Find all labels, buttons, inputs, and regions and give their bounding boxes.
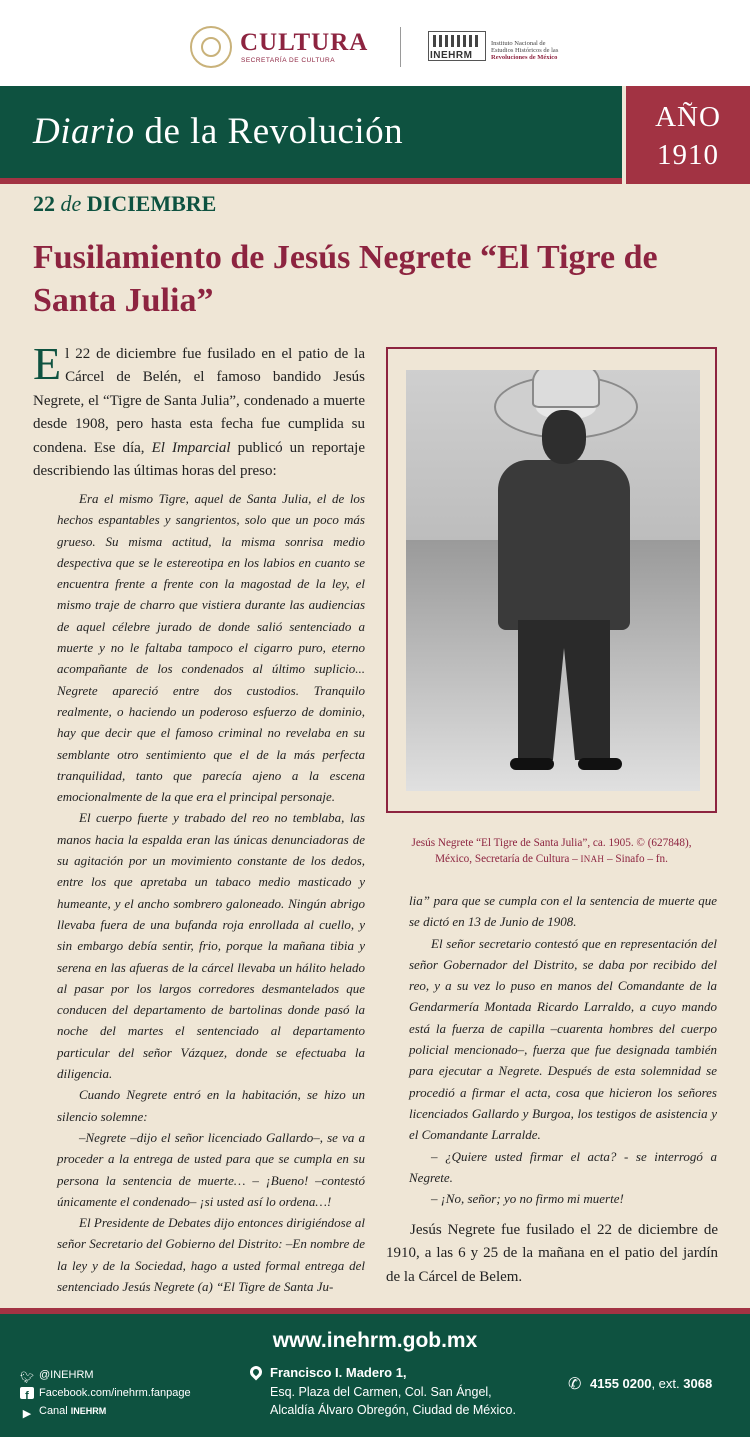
cultura-logo: CULTURA [240, 29, 369, 56]
address: Francisco I. Madero 1, Esq. Plaza del Carmen, Col. San Ángel, Alcaldía Álvaro Obregón, Ciudad de México. [270, 1365, 516, 1417]
quote-left: Era el mismo Tigre, aquel de Santa Julia, el de los hechos espantables y sangrientos, solo que un poco más grueso. Su misma actitud, la misma sonrisa medio despectiva que se le estereotipa en los labios en cuanto se encuentra frente a frente con la magostad de la ley, el mismo traje de charro que vistiera durante las audiencias de aquel célebre jurado de donde salió sentenciado a muerte y no le faltaba tampoco el cigarro puro, eterno acompañante de los condenados al último suplicio... Negrete apareció entre dos custodios. Tranquilo realmente, o haciendo un poderoso esfuerzo de dominio, hay que decir que el famoso criminal no revelaba en su semblante otro sentimiento que el de la más perfecta tranquilidad, tanto que parecía ajeno a la escena emocionalmente de la que era el principal personaje. El cuerpo fuerte y trabado del reo no temblaba, las manos hacia la espalda eran las únicas denunciadoras de su agitación por un movimiento constante de los dedos, entre los que apretaba un tabaco medio masticado y humeante, y el ancho sombrero galoneado. Ningún abrigo llevaba fuera de una bufanda roja enrollada al cuello, y sin embargo debía sentir, frio, porque la mañana tibia y serena en las afueras de la cárcel llevaba un hálito helado al pasar por los largos corredores desmantelados que conducen del departamento de bartolinas donde pasó la noche del martes el sentenciado al departamento particular del señor Vázquez, donde se efectuaba la diligencia. Cuando Negrete entró en la habitación, se hizo un silencio solemne: –Negrete –dijo el señor licenciado Gallardo–, se va a proceder a la entrega de usted para que se cumpla en su persona la sentencia de muerte… – ¡Bueno! –contestó únicamente el condenado– ¡si usted así lo ordena…! El Presidente de Debates dijo entonces dirigiéndose al señor Secretario del Gobierno del Distrito: –En nombre de la ley y de la Sociedad, hago a usted formal entrega del sentenciado Jesús Negrete (a) “El Tigre de Santa Ju- [57, 491, 365, 1294]
website-link[interactable]: www.inehrm.gob.mx [272, 1329, 478, 1352]
facebook-icon: f [20, 1387, 34, 1399]
coat-of-arms-icon [190, 26, 232, 68]
photo-frame [386, 347, 717, 813]
phone-number[interactable]: 4155 0200, ext. 3068 [590, 1376, 713, 1391]
portrait-photo [406, 370, 700, 791]
social-links [20, 1366, 191, 1420]
year-word: AÑO [655, 101, 721, 133]
header-logos [0, 0, 750, 86]
title-banner [0, 86, 622, 178]
banner-rule [0, 178, 622, 184]
phone-icon: ✆ [568, 1376, 582, 1393]
facebook-link[interactable]: f Facebook.com/inehrm.fanpage [20, 1384, 191, 1402]
location-pin-icon [248, 1364, 265, 1381]
date-line: 22 de DICIEMBRE [33, 191, 217, 216]
publication-title: Diario de la Revolución [33, 111, 404, 152]
quote-right: lia” para que se cumpla con el la sentencia de muerte que se dictó en 13 de Junio de 1908. El señor secretario contestó que en representación del señor Gobernador del Distrito, se daba por recibido del reo, y a su vez lo puso en manos del Comandante de la Gendarmería Montada Ricardo Larraldo, a cuyo mando está la fuerza de capilla –cuarenta hombres del cuerpo policial mencionado–, fuerza que fue designada también para ejecutar a Negrete. Después de esta solemnidad se procedió a firmar el acta, cosa que hicieron los señores licenciados Gallardo y Burgoa, los testigos de asistencia y el Comandante Larralde. – ¿Quiere usted firmar el acta? - se interrogó a Negrete. – ¡No, señor; yo no firmo mi muerte! [409, 893, 717, 1207]
closing-paragraph: Jesús Negrete fue fusilado el 22 de diciembre de 1910, a las 6 y 25 de la mañana en el patio del jardín de la Cárcel de Belem. [386, 1222, 718, 1285]
institute-name: Instituto Nacional de Estudios Históricos de las Revoluciones de México [491, 40, 559, 61]
photo-caption: Jesús Negrete “El Tigre de Santa Julia”, ca. 1905. © (627848), México, Secretaría de Cultura – INAH – Sinafo – fn. [411, 837, 692, 865]
footer [0, 1314, 750, 1437]
year-number: 1910 [657, 139, 719, 171]
inehrm-label: INEHRM [430, 50, 473, 61]
intro-paragraph: El 22 de diciembre fue fusilado en el patio de la Cárcel de Belén, el famoso bandido Jesús Negrete, el “Tigre de Santa Julia”, condenado a muerte desde 1908, pero hasta esta fecha fue cumplida su condena. Ese día, El Imparcial publicó un reportaje describiendo las últimas horas del preso: [33, 338, 365, 480]
year-badge [626, 86, 750, 184]
logo-divider [400, 27, 401, 67]
youtube-icon: ▶ [22, 1408, 32, 1420]
twitter-link[interactable]: 🐦︎ @INEHRM [20, 1369, 94, 1384]
youtube-link[interactable]: ▶ Canal INEHRM [20, 1402, 191, 1420]
twitter-icon: 🐦︎ [20, 1372, 34, 1384]
headline: Fusilamiento de Jesús Negrete “El Tigre de Santa Julia” [33, 239, 658, 319]
cultura-subtitle: SECRETARÍA DE CULTURA [241, 57, 336, 64]
drop-cap: E [33, 338, 62, 389]
